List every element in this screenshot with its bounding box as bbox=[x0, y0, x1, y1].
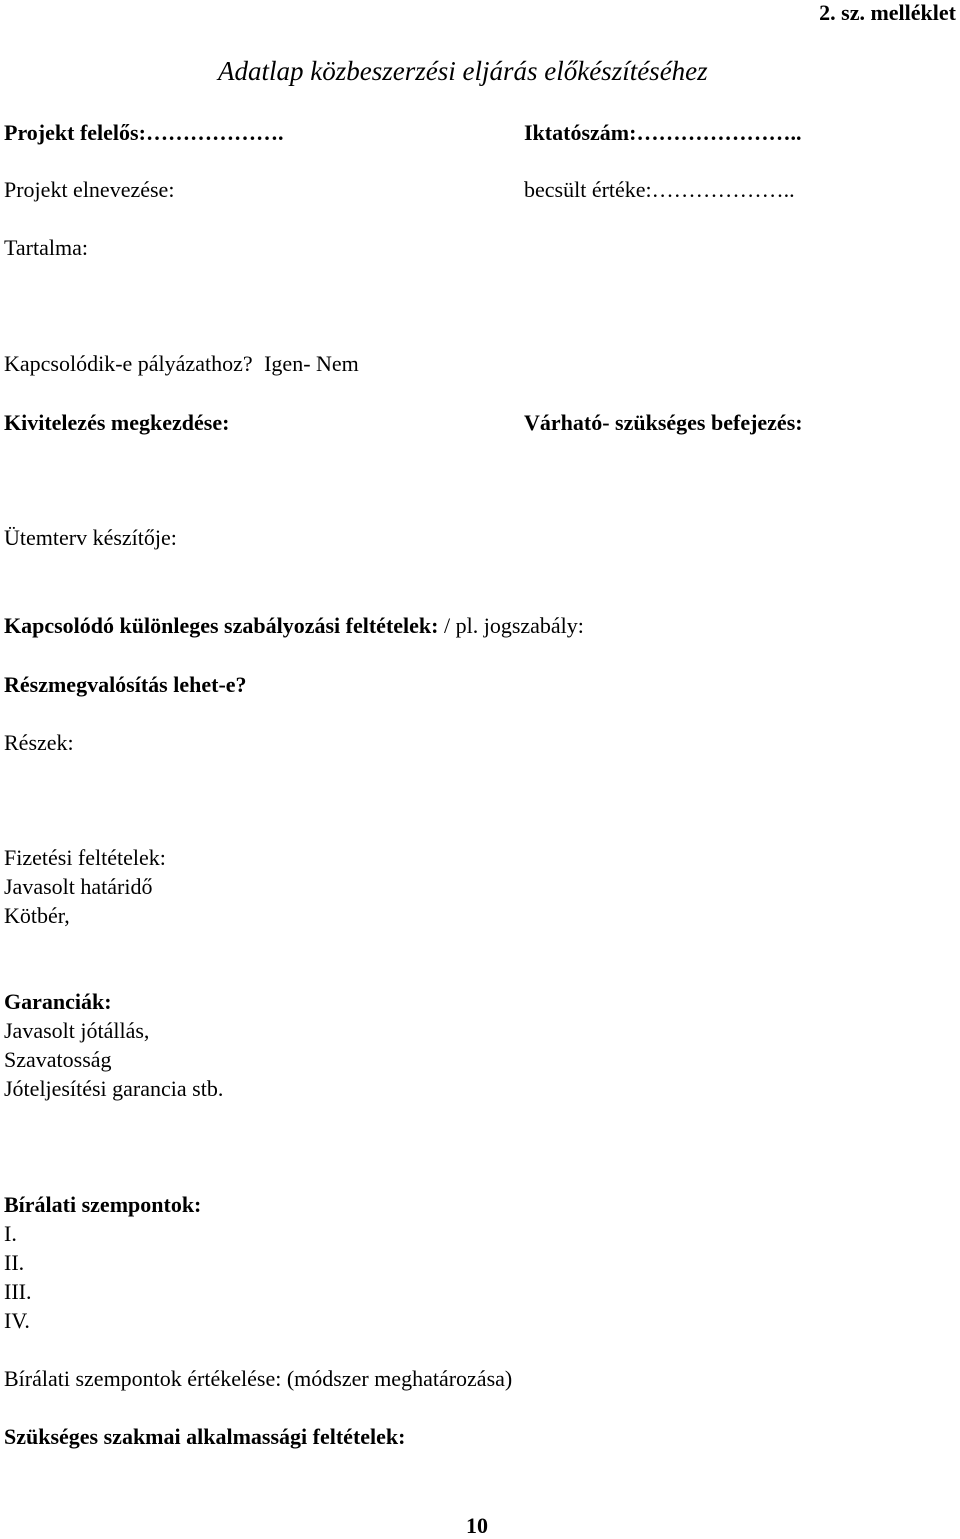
estimated-value-label: becsült értéke: bbox=[524, 177, 652, 202]
penalty-line: Kötbér, bbox=[4, 903, 70, 928]
guarantees-heading: Garanciák: bbox=[4, 989, 112, 1014]
warranty-line: Javasolt jótállás, bbox=[4, 1018, 150, 1043]
criteria-item: II. bbox=[4, 1250, 25, 1275]
document-title: Adatlap közbeszerzési eljárás előkészítéséhez bbox=[218, 56, 708, 86]
filing-number-dots: ………………….. bbox=[636, 120, 802, 145]
page-number: 10 bbox=[466, 1513, 488, 1538]
annex-label: 2. sz. melléklet bbox=[819, 0, 956, 25]
special-regulations-label: Kapcsolódó különleges szabályozási feltételek: bbox=[4, 613, 439, 638]
schedule-author-label: Ütemterv készítője: bbox=[4, 525, 177, 550]
project-lead-field[interactable] bbox=[4, 120, 283, 146]
evaluation-method-field[interactable] bbox=[4, 1366, 512, 1392]
special-regulations-suffix: / pl. jogszabály: bbox=[438, 613, 584, 638]
evaluation-method-label: Bírálati szempontok értékelése: (módszer meghatározása) bbox=[4, 1366, 513, 1391]
expected-finish-field[interactable] bbox=[524, 410, 803, 436]
linked-tender-field[interactable] bbox=[4, 351, 359, 377]
partial-delivery-field[interactable] bbox=[4, 672, 247, 698]
project-lead-label: Projekt felelős: bbox=[4, 120, 146, 145]
performance-guarantee-line: Jóteljesítési garancia stb. bbox=[4, 1076, 224, 1101]
construction-start-field[interactable] bbox=[4, 410, 229, 436]
estimated-value-field[interactable] bbox=[524, 177, 795, 203]
filing-number-field[interactable] bbox=[524, 120, 801, 146]
project-name-field[interactable] bbox=[4, 177, 174, 203]
partial-delivery-label: Részmegvalósítás lehet-e? bbox=[4, 672, 247, 697]
payment-terms-line: Fizetési feltételek: bbox=[4, 845, 166, 870]
schedule-author-field[interactable] bbox=[4, 525, 177, 551]
special-regulations-field[interactable] bbox=[4, 613, 584, 639]
criteria-item: IV. bbox=[4, 1308, 30, 1333]
parts-field[interactable] bbox=[4, 730, 74, 756]
parts-label: Részek: bbox=[4, 730, 74, 755]
construction-start-label: Kivitelezés megkezdése: bbox=[4, 410, 230, 435]
contents-field[interactable] bbox=[4, 235, 88, 261]
liability-line: Szavatosság bbox=[4, 1047, 112, 1072]
contents-label: Tartalma: bbox=[4, 235, 88, 260]
professional-requirements-label: Szükséges szakmai alkalmassági feltételek: bbox=[4, 1424, 406, 1449]
evaluation-criteria-heading: Bírálati szempontok: bbox=[4, 1192, 202, 1217]
expected-finish-label: Várható- szükséges befejezés: bbox=[524, 410, 803, 435]
linked-tender-label: Kapcsolódik-e pályázathoz? bbox=[4, 351, 253, 376]
linked-tender-options[interactable]: Igen- Nem bbox=[264, 351, 359, 376]
project-lead-dots: ………………. bbox=[145, 120, 284, 145]
filing-number-label: Iktatószám: bbox=[524, 120, 637, 145]
proposed-deadline-line: Javasolt határidő bbox=[4, 874, 153, 899]
criteria-item: I. bbox=[4, 1221, 17, 1246]
project-name-label: Projekt elnevezése: bbox=[4, 177, 175, 202]
estimated-value-dots: ……………….. bbox=[651, 177, 795, 202]
professional-requirements-field[interactable] bbox=[4, 1424, 405, 1450]
criteria-item: III. bbox=[4, 1279, 32, 1304]
